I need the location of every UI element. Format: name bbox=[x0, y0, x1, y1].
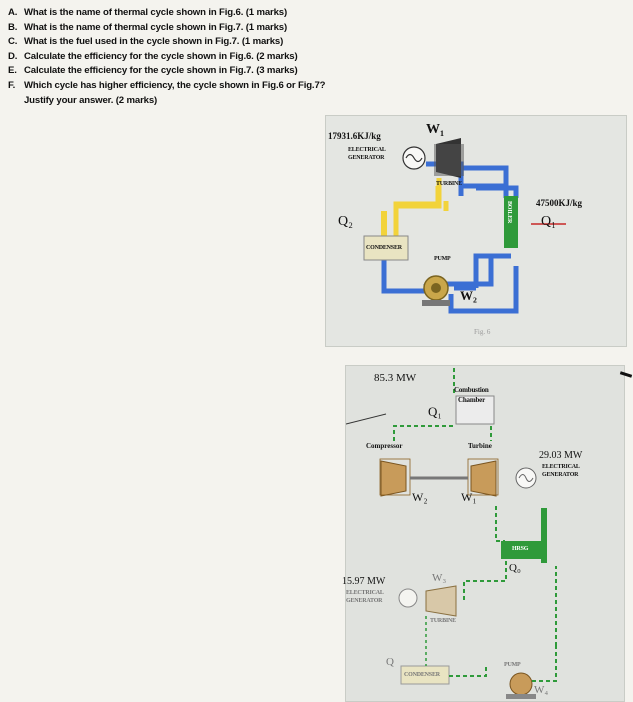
question-a bbox=[8, 6, 468, 21]
gas-turbine-power-label: 29.03 MW bbox=[539, 450, 583, 461]
boiler-label: BOILER bbox=[506, 201, 512, 224]
condenser-label: CONDENSER bbox=[366, 245, 402, 251]
question-text: What is the fuel used in the cycle shown in Fig.7. (1 marks) bbox=[24, 36, 284, 48]
question-c bbox=[8, 35, 468, 50]
combustion-label-2: Chamber bbox=[458, 396, 485, 404]
fuel-power-label: 85.3 MW bbox=[374, 372, 417, 384]
generator-label-2: GENERATOR bbox=[348, 155, 385, 161]
figure-6 bbox=[325, 115, 627, 347]
question-letter: E. bbox=[8, 65, 17, 77]
question-text: Calculate the efficiency for the cycle shown in Fig.6. (2 marks) bbox=[24, 50, 298, 62]
figure-7 bbox=[342, 365, 625, 702]
q1-label: Q₁ bbox=[428, 404, 442, 419]
steam-turbine bbox=[426, 586, 456, 616]
question-letter: F. bbox=[8, 79, 16, 91]
w1-label: W₁ bbox=[426, 122, 445, 137]
compressor bbox=[381, 461, 406, 496]
figure-7-diagram bbox=[346, 366, 624, 701]
question-list bbox=[8, 6, 468, 108]
turbine-label: Turbine bbox=[468, 442, 492, 450]
question-d bbox=[8, 50, 468, 65]
pump-label: PUMP bbox=[434, 256, 451, 262]
exhaust-pipe bbox=[396, 186, 438, 236]
generator2-label-1: ELECTRICAL bbox=[346, 590, 384, 596]
question-f bbox=[8, 79, 468, 94]
question-letter: A. bbox=[8, 7, 18, 18]
question-text: What is the name of thermal cycle shown in Fig.6. (1 marks) bbox=[24, 7, 288, 18]
w1-label: W₁ bbox=[461, 490, 477, 504]
compressor-label: Compressor bbox=[366, 442, 403, 450]
question-e bbox=[8, 64, 468, 79]
question-b bbox=[8, 21, 468, 36]
q2-label: Q₂ bbox=[338, 214, 353, 229]
w4-label: W₄ bbox=[534, 684, 549, 696]
condenser-label: CONDENSER bbox=[404, 672, 440, 678]
question-text: What is the name of thermal cycle shown in Fig.7. (1 marks) bbox=[24, 21, 288, 33]
question-letter: D. bbox=[8, 50, 18, 62]
q-label: Q bbox=[386, 656, 394, 668]
question-letter: C. bbox=[8, 36, 18, 48]
electric-energy-label: 17931.6KJ/kg bbox=[328, 131, 381, 141]
w2-label: W₂ bbox=[412, 490, 428, 504]
combustion-label-1: Combustion bbox=[454, 386, 489, 394]
w2-label: W₂ bbox=[460, 288, 477, 303]
feed-pipe bbox=[384, 256, 426, 291]
steam-turbine-power-label: 15.97 MW bbox=[342, 576, 386, 587]
w3-label: W₃ bbox=[432, 572, 447, 584]
pump-label: PUMP bbox=[504, 662, 521, 668]
figure-6-caption: Fig. 6 bbox=[474, 328, 491, 336]
question-f-continuation: Justify your answer. (2 marks) bbox=[24, 94, 158, 106]
generator-label-1: ELECTRICAL bbox=[542, 464, 580, 470]
hrsg-label: HRSG bbox=[512, 546, 529, 552]
generator-label-1: ELECTRICAL bbox=[348, 147, 386, 153]
turbine-label: TURBINE bbox=[436, 181, 462, 187]
pump bbox=[510, 673, 532, 695]
q1-label: Q₁ bbox=[541, 214, 556, 229]
question-text: Which cycle has higher efficiency, the cycle shown in Fig.6 or Fig.7? bbox=[24, 79, 326, 91]
q0-label: Q₀ bbox=[509, 562, 521, 574]
generator2-label-2: GENERATOR bbox=[346, 598, 383, 604]
heat-input-label: 47500KJ/kg bbox=[536, 198, 583, 208]
generator-label-2: GENERATOR bbox=[542, 472, 579, 478]
question-letter: B. bbox=[8, 21, 18, 33]
turbine2-label: TURBINE bbox=[430, 618, 456, 624]
question-text: Calculate the efficiency for the cycle shown in Fig.7. (3 marks) bbox=[24, 65, 298, 77]
